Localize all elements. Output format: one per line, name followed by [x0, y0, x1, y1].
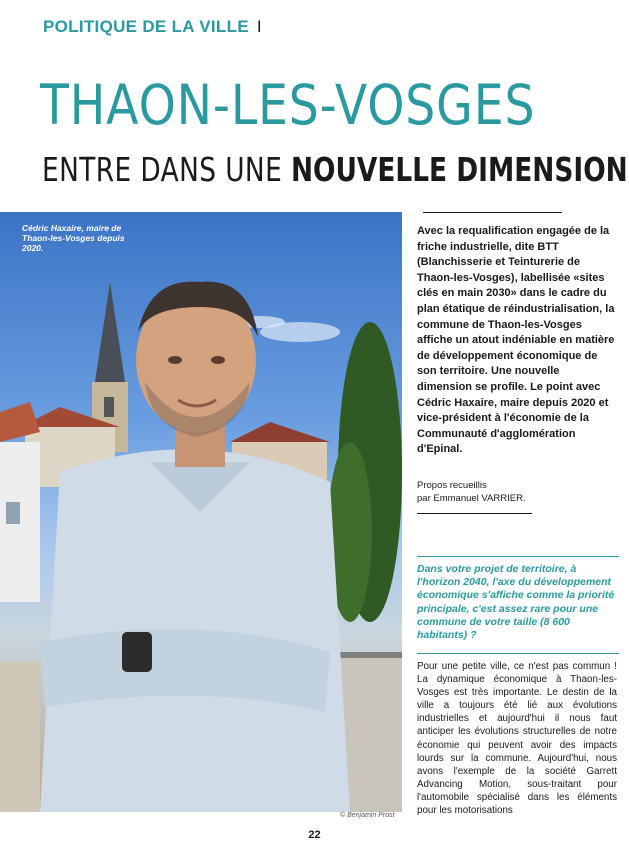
credits-line-2: par Emmanuel VARRIER.	[417, 493, 526, 504]
interview-credits	[417, 479, 615, 505]
intro-top-rule	[423, 212, 562, 213]
photo-caption: Cédric Haxaire, maire de Thaon-les-Vosges depuis 2020.	[22, 223, 125, 253]
intro-paragraph: Avec la requalification engagée de la friche industrielle, dite BTT (Blanchisserie et Teinturerie de Thaon-les-Vosges), labellisée «sites clés en main 2030» dans le cadre du plan étatique de réindustrialisation, la commune de Thaon-les-Vosges affiche un atout indéniable en matière de développement économique de son territoire. Une nouvelle dimension se profile. Le point avec Cédric Haxaire, maire depuis 2020 et vice-président à l'économie de la Communauté d'agglomération d'Epinal.	[417, 225, 615, 456]
question-bottom-rule	[417, 653, 619, 654]
interview-question: Dans votre projet de territoire, à l'horizon 2040, l'axe du développement économique s'affiche comme la priorité principale, c'est assez rare pour une commune de votre taille (8 600 habitants) ?	[417, 563, 615, 642]
mayor-photo	[0, 212, 402, 812]
interview-answer: Pour une petite ville, ce n'est pas commun ! La dynamique économique à Thaon-les-Vosges est très importante. Le destin de la ville a toujours été lié aux évolutions industrielles et aujourd'hui il nous faut anticiper les évolutions structurelles de notre économie qui peuvent avoir des impacts lourds sur la commune. Aujourd'hui, nous avons l'exemple de la société Garrett Advancing Motion, sous-traitant pour l'automobile spécialisé dans les éléments pour les motorisations	[417, 661, 617, 817]
credits-bottom-rule	[417, 513, 532, 514]
section-header	[43, 17, 262, 37]
subtitle-bold: NOUVELLE DIMENSION	[290, 150, 628, 189]
page-subtitle	[42, 148, 628, 192]
section-separator: I	[256, 17, 262, 36]
subtitle-light: ENTRE DANS UNE	[42, 150, 291, 189]
credits-line-1: Propos recueillis	[417, 480, 487, 491]
photo-credit: © Benjamin Prost	[340, 812, 395, 819]
section-label: POLITIQUE DE LA VILLE	[43, 17, 249, 36]
page-number: 22	[308, 829, 321, 841]
page-title: THAON-LES-VOSGES	[40, 73, 536, 137]
question-top-rule	[417, 556, 619, 557]
